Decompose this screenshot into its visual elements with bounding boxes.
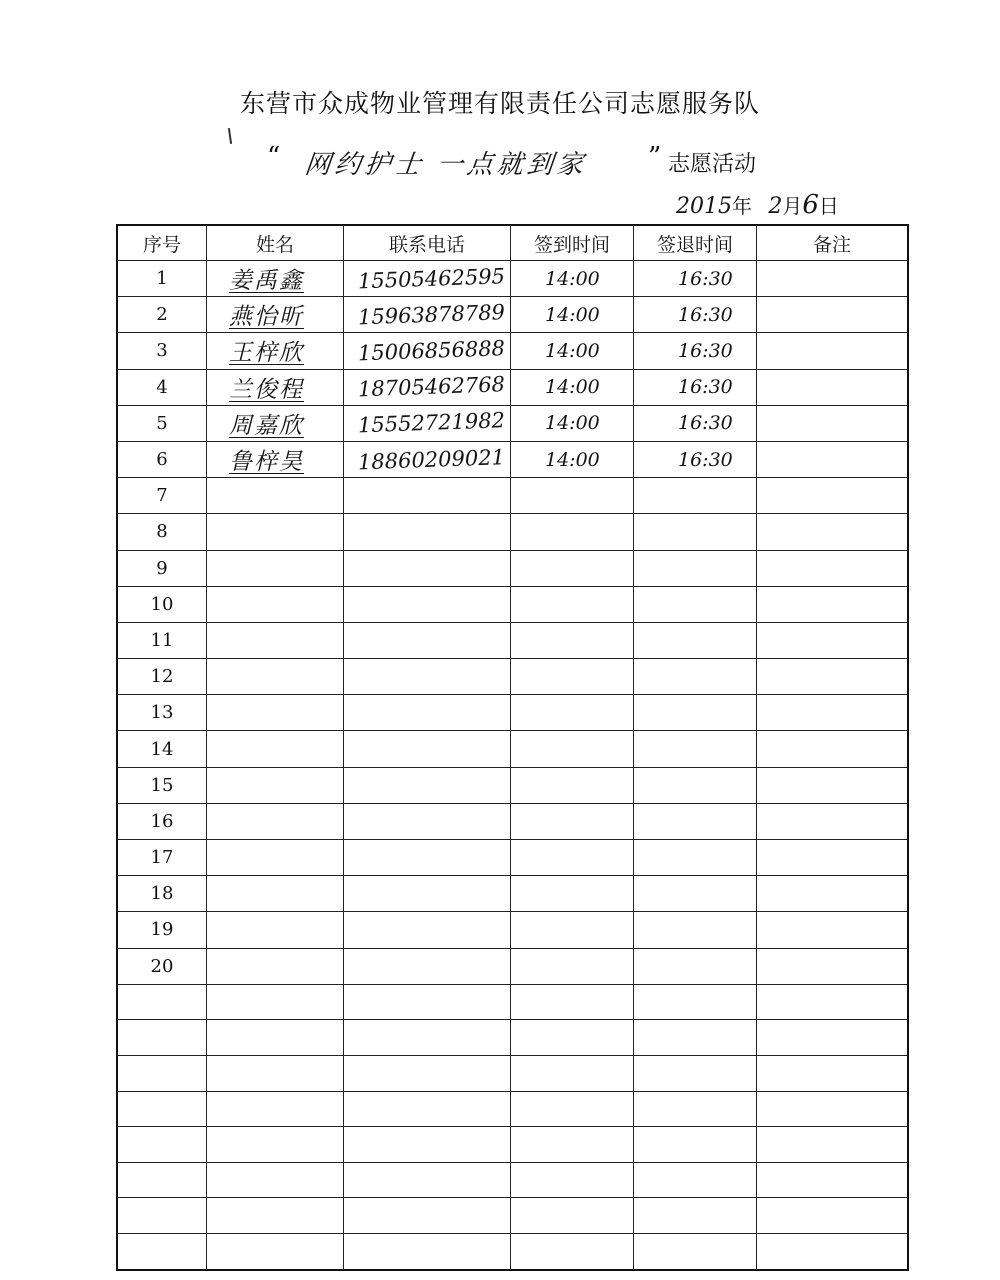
sign-in-cell	[511, 840, 634, 876]
name-cell	[207, 731, 344, 767]
row-number	[117, 1055, 207, 1091]
row-number: 4	[117, 369, 207, 405]
remark-cell	[757, 912, 909, 948]
table-row	[117, 731, 908, 767]
remark-cell	[757, 840, 909, 876]
row-number: 5	[117, 405, 207, 441]
sign-in-cell	[511, 586, 634, 622]
row-number: 10	[117, 586, 207, 622]
table-row	[117, 1127, 908, 1163]
row-number: 6	[117, 441, 207, 477]
row-number: 15	[117, 767, 207, 803]
sign-out-cell	[634, 803, 757, 839]
table-row	[117, 441, 908, 477]
sign-out-cell	[634, 514, 757, 550]
activity-name: 网约护士 一点就到家	[303, 150, 589, 180]
phone-cell	[344, 550, 511, 586]
phone-cell	[344, 1055, 511, 1091]
sign-out-cell	[634, 876, 757, 912]
sign-out-cell	[634, 333, 757, 369]
table-row	[117, 405, 908, 441]
table-row	[117, 803, 908, 839]
row-number: 16	[117, 803, 207, 839]
sign-out-cell	[634, 297, 757, 333]
sign-in-cell	[511, 1091, 634, 1127]
name-cell	[207, 405, 344, 441]
phone-cell	[344, 478, 511, 514]
col-header-no: 序号	[117, 225, 207, 261]
sign-in-cell-text: 14:00	[545, 267, 600, 290]
remark-cell	[757, 948, 909, 984]
sign-in-cell	[511, 1127, 634, 1163]
remark-cell	[757, 441, 909, 477]
phone-cell	[344, 1198, 511, 1234]
table-row	[117, 586, 908, 622]
phone-cell	[344, 333, 511, 369]
phone-cell	[344, 622, 511, 658]
name-cell	[207, 297, 344, 333]
remark-cell	[757, 1233, 909, 1269]
name-cell	[207, 767, 344, 803]
sign-in-cell-text: 14:00	[545, 303, 600, 326]
remark-cell	[757, 1091, 909, 1127]
sign-out-cell	[634, 1233, 757, 1269]
name-cell	[207, 803, 344, 839]
sign-in-cell-text: 14:00	[545, 412, 600, 435]
table-row	[117, 261, 908, 297]
row-number	[117, 1198, 207, 1234]
sign-out-cell-text: 16:30	[678, 376, 733, 399]
sign-in-cell	[511, 1198, 634, 1234]
remark-cell	[757, 803, 909, 839]
date-year-char: 年	[732, 194, 752, 218]
sign-out-cell	[634, 984, 757, 1020]
remark-cell	[757, 1020, 909, 1056]
sign-out-cell	[634, 405, 757, 441]
phone-cell	[344, 297, 511, 333]
remark-cell	[757, 767, 909, 803]
remark-cell	[757, 731, 909, 767]
col-header-phone: 联系电话	[344, 225, 511, 261]
table-row	[117, 695, 908, 731]
activity-line	[0, 140, 1000, 180]
sign-in-cell	[511, 1162, 634, 1198]
sign-out-cell-text: 16:30	[678, 412, 733, 435]
table-row	[117, 659, 908, 695]
table-row	[117, 514, 908, 550]
sign-out-cell	[634, 1127, 757, 1163]
phone-cell-text: 18705462768	[357, 372, 506, 402]
signin-sheet	[116, 224, 909, 1271]
row-number	[117, 1162, 207, 1198]
phone-cell	[344, 586, 511, 622]
sign-out-cell	[634, 1091, 757, 1127]
sign-out-cell	[634, 1055, 757, 1091]
sign-out-cell	[634, 622, 757, 658]
phone-cell	[344, 803, 511, 839]
phone-cell	[344, 1162, 511, 1198]
sign-out-cell	[634, 659, 757, 695]
name-cell	[207, 912, 344, 948]
org-title: 东营市众成物业管理有限责任公司志愿服务队	[239, 89, 760, 118]
phone-cell	[344, 1233, 511, 1269]
quote-close: ”	[648, 142, 662, 172]
remark-cell	[757, 1198, 909, 1234]
name-cell	[207, 984, 344, 1020]
row-number: 11	[117, 622, 207, 658]
sign-out-cell	[634, 948, 757, 984]
sign-out-cell	[634, 261, 757, 297]
sign-out-cell	[634, 767, 757, 803]
sign-out-cell-text: 16:30	[678, 303, 733, 326]
remark-cell	[757, 1055, 909, 1091]
sign-in-cell-text: 14:00	[545, 448, 600, 471]
sign-in-cell	[511, 514, 634, 550]
name-cell	[207, 441, 344, 477]
table-row	[117, 1162, 908, 1198]
name-cell	[207, 948, 344, 984]
phone-cell	[344, 369, 511, 405]
sign-in-cell	[511, 333, 634, 369]
sign-in-cell	[511, 948, 634, 984]
col-header-sign-in: 签到时间	[511, 225, 634, 261]
remark-cell	[757, 622, 909, 658]
row-number: 7	[117, 478, 207, 514]
phone-cell	[344, 948, 511, 984]
name-cell	[207, 1127, 344, 1163]
sign-out-cell	[634, 1198, 757, 1234]
sign-in-cell	[511, 695, 634, 731]
remark-cell	[757, 405, 909, 441]
table-row	[117, 840, 908, 876]
name-cell	[207, 478, 344, 514]
table-row	[117, 912, 908, 948]
table-row	[117, 550, 908, 586]
phone-cell	[344, 731, 511, 767]
sign-in-cell	[511, 912, 634, 948]
table-row	[117, 478, 908, 514]
sign-out-cell	[634, 586, 757, 622]
sign-out-cell	[634, 441, 757, 477]
name-cell	[207, 840, 344, 876]
name-cell	[207, 550, 344, 586]
table-row	[117, 1198, 908, 1234]
sign-out-cell	[634, 731, 757, 767]
table-row	[117, 767, 908, 803]
name-cell	[207, 586, 344, 622]
row-number: 14	[117, 731, 207, 767]
phone-cell	[344, 659, 511, 695]
row-number: 2	[117, 297, 207, 333]
sign-in-cell	[511, 369, 634, 405]
phone-cell	[344, 876, 511, 912]
sign-out-cell	[634, 695, 757, 731]
sign-in-cell	[511, 550, 634, 586]
row-number: 3	[117, 333, 207, 369]
phone-cell	[344, 840, 511, 876]
phone-cell	[344, 1091, 511, 1127]
activity-suffix: 志愿活动	[668, 152, 757, 177]
sign-in-cell	[511, 1055, 634, 1091]
table-row	[117, 1091, 908, 1127]
table-row	[117, 622, 908, 658]
table-row	[117, 1055, 908, 1091]
date-line	[676, 190, 839, 220]
remark-cell	[757, 984, 909, 1020]
sign-in-cell	[511, 622, 634, 658]
name-cell	[207, 1020, 344, 1056]
remark-cell	[757, 1127, 909, 1163]
sign-in-cell-text: 14:00	[545, 339, 600, 362]
header-row	[117, 225, 908, 261]
sign-in-cell	[511, 478, 634, 514]
col-header-remark: 备注	[757, 225, 909, 261]
name-cell	[207, 333, 344, 369]
name-cell	[207, 876, 344, 912]
name-cell-text: 兰俊程	[229, 376, 304, 403]
phone-cell-text: 15505462595	[357, 263, 506, 293]
phone-cell-text: 15552721982	[357, 408, 506, 438]
sign-out-cell	[634, 478, 757, 514]
row-number	[117, 1091, 207, 1127]
remark-cell	[757, 586, 909, 622]
name-cell	[207, 261, 344, 297]
table-row	[117, 297, 908, 333]
table-row	[117, 876, 908, 912]
sign-in-cell	[511, 1020, 634, 1056]
row-number	[117, 1127, 207, 1163]
remark-cell	[757, 695, 909, 731]
row-number: 19	[117, 912, 207, 948]
remark-cell	[757, 1162, 909, 1198]
name-cell-text: 王梓欣	[229, 340, 304, 367]
col-header-name: 姓名	[207, 225, 344, 261]
name-cell	[207, 659, 344, 695]
name-cell	[207, 369, 344, 405]
date-day: 6	[802, 190, 819, 220]
quote-open: “	[267, 142, 281, 172]
sign-out-cell	[634, 1020, 757, 1056]
sign-out-cell-text: 16:30	[678, 267, 733, 290]
sign-in-cell	[511, 984, 634, 1020]
row-number: 18	[117, 876, 207, 912]
name-cell-text: 燕怡昕	[229, 304, 304, 331]
remark-cell	[757, 478, 909, 514]
sign-in-cell	[511, 297, 634, 333]
table-row	[117, 984, 908, 1020]
date-year: 2015	[676, 194, 732, 219]
name-cell	[207, 514, 344, 550]
remark-cell	[757, 261, 909, 297]
sign-out-cell	[634, 912, 757, 948]
sign-out-cell-text: 16:30	[678, 448, 733, 471]
remark-cell	[757, 369, 909, 405]
remark-cell	[757, 876, 909, 912]
phone-cell	[344, 1127, 511, 1163]
phone-cell	[344, 405, 511, 441]
sign-out-cell-text: 16:30	[678, 339, 733, 362]
name-cell	[207, 1091, 344, 1127]
table-row	[117, 333, 908, 369]
sign-out-cell	[634, 550, 757, 586]
phone-cell	[344, 767, 511, 803]
table-row	[117, 1233, 908, 1269]
date-month-char: 月	[782, 194, 803, 218]
row-number: 13	[117, 695, 207, 731]
sign-in-cell	[511, 405, 634, 441]
sign-in-cell	[511, 731, 634, 767]
sign-in-cell	[511, 441, 634, 477]
row-number	[117, 984, 207, 1020]
name-cell	[207, 622, 344, 658]
sign-out-cell	[634, 840, 757, 876]
phone-cell-text: 15963878789	[357, 299, 506, 330]
table-row	[117, 369, 908, 405]
date-month: 2	[768, 194, 783, 219]
phone-cell	[344, 261, 511, 297]
row-number: 9	[117, 550, 207, 586]
name-cell	[207, 1198, 344, 1234]
row-number: 1	[117, 261, 207, 297]
remark-cell	[757, 659, 909, 695]
phone-cell	[344, 441, 511, 477]
row-number	[117, 1020, 207, 1056]
name-cell	[207, 1055, 344, 1091]
remark-cell	[757, 550, 909, 586]
sign-out-cell	[634, 369, 757, 405]
row-number: 17	[117, 840, 207, 876]
row-number: 8	[117, 514, 207, 550]
table-row	[117, 948, 908, 984]
name-cell-text: 鲁梓昊	[229, 449, 304, 476]
name-cell	[207, 1162, 344, 1198]
phone-cell-text: 18860209021	[357, 444, 506, 474]
sign-in-cell	[511, 659, 634, 695]
col-header-sign-out: 签退时间	[634, 225, 757, 261]
sign-out-cell	[634, 1162, 757, 1198]
date-day-char: 日	[818, 194, 839, 218]
phone-cell-text: 15006856888	[357, 336, 506, 366]
sign-in-cell-text: 14:00	[545, 376, 600, 399]
phone-cell	[344, 695, 511, 731]
table-row	[117, 1020, 908, 1056]
row-number	[117, 1233, 207, 1269]
sign-in-cell	[511, 1233, 634, 1269]
sign-in-cell	[511, 767, 634, 803]
name-cell	[207, 1233, 344, 1269]
sign-in-cell	[511, 876, 634, 912]
phone-cell	[344, 984, 511, 1020]
phone-cell	[344, 912, 511, 948]
sign-in-cell	[511, 803, 634, 839]
name-cell	[207, 695, 344, 731]
remark-cell	[757, 514, 909, 550]
sign-in-cell	[511, 261, 634, 297]
phone-cell	[344, 1020, 511, 1056]
row-number: 20	[117, 948, 207, 984]
remark-cell	[757, 297, 909, 333]
name-cell-text: 周嘉欣	[229, 412, 304, 439]
name-cell-text: 姜禹鑫	[229, 268, 304, 295]
phone-cell	[344, 514, 511, 550]
remark-cell	[757, 333, 909, 369]
row-number: 12	[117, 659, 207, 695]
